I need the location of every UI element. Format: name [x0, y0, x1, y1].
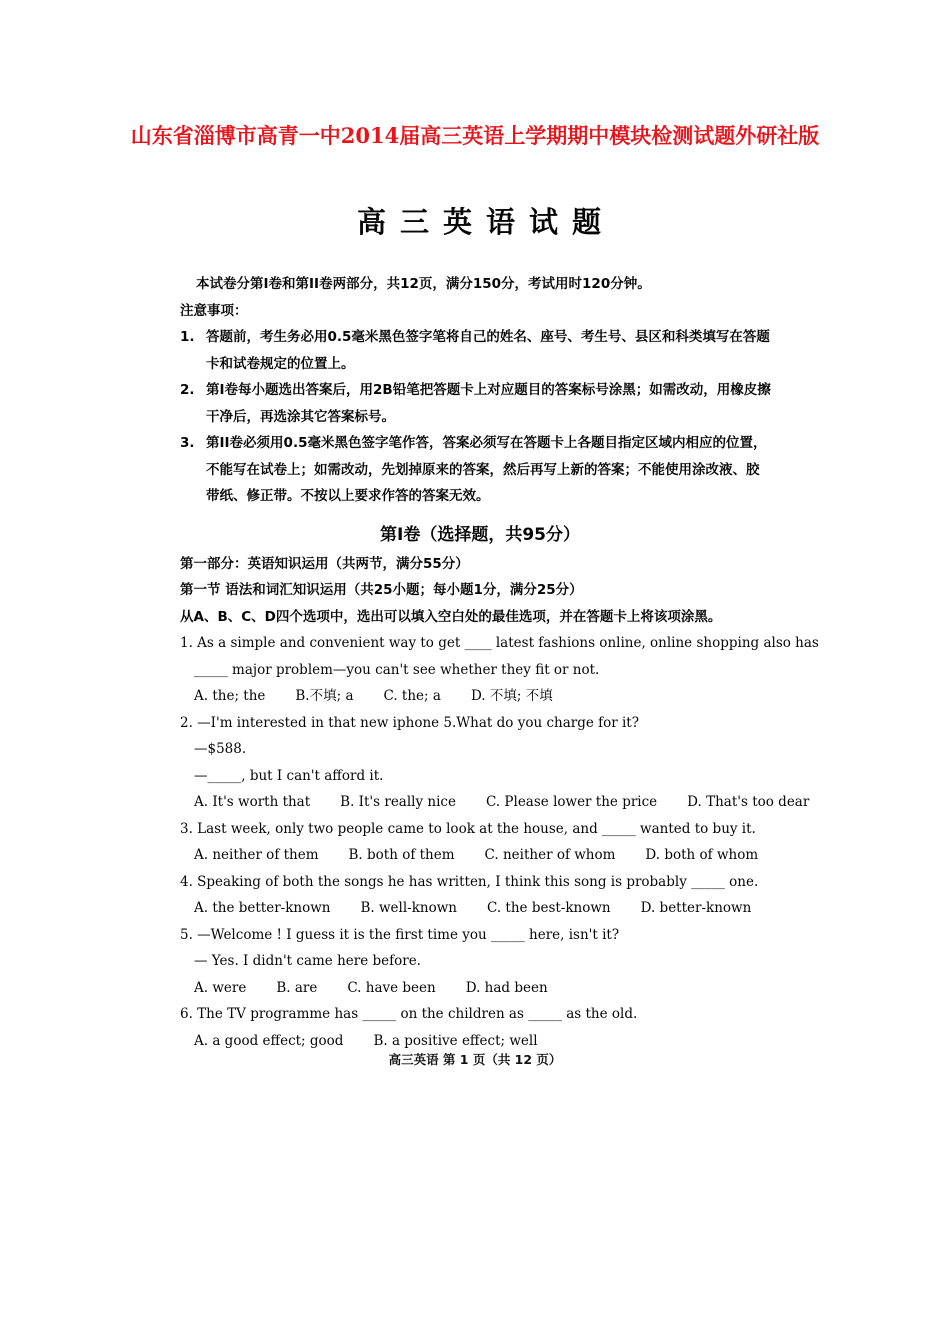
option-d: D. That's too dear — [687, 794, 810, 810]
question-5-options — [180, 975, 780, 1002]
question-1-text: 1. As a simple and convenient way to get ____ latest fashions online, online shopping also has — [180, 635, 819, 651]
question-4-text: 4. Speaking of both the songs he has written, I think this song is probably _____ one. — [180, 873, 759, 890]
option-a: A. the; the — [194, 688, 266, 704]
note-number: 2. — [180, 382, 195, 398]
note-text: 第I卷每小题选出答案后，用2B铅笔把答题卡上对应题目的答案标号涂黑；如需改动，用橡皮擦干净后，再选涂其它答案标号。 — [206, 382, 771, 425]
option-b: B. a positive effect; well — [373, 1032, 538, 1049]
option-b: B. It's really nice — [340, 794, 456, 810]
question-5-reply: — Yes. I didn't came here before. — [194, 953, 421, 969]
note-item — [180, 324, 780, 377]
note-number: 1. — [180, 329, 195, 345]
note-number: 3. — [180, 435, 195, 451]
option-d: D. better-known — [640, 900, 752, 916]
note-text: 答题前，考生务必用0.5毫米黑色签字笔将自己的姓名、座号、考生号、县区和科类填写在答题卡和试卷规定的位置上。 — [206, 329, 770, 372]
option-c: C. have been — [347, 979, 436, 996]
option-d: D. both of whom — [645, 847, 759, 863]
option-d: D. 不填; 不填 — [470, 688, 553, 704]
note-item — [180, 430, 780, 510]
note-item — [180, 377, 780, 430]
option-a: A. were — [194, 979, 247, 996]
option-c: C. the best-known — [486, 900, 611, 916]
note-text: 第II卷必须用0.5毫米黑色签字笔作答，答案必须写在答题卡上各题目指定区域内相应的位置，不能写在试卷上；如需改动，先划掉原来的答案，然后再写上新的答案；不能使用涂改液、胶带纸、修正带。不按以上要求作答的答案无效。 — [206, 435, 767, 504]
part-heading: 第一部分：英语知识运用（共两节，满分55分） — [180, 555, 469, 572]
section-heading: 第一节 语法和词汇知识运用（共25小题；每小题1分，满分25分） — [180, 582, 583, 598]
document-title: 山东省淄博市高青一中2014届高三英语上学期期中模块检测试题外研社版 — [130, 123, 820, 148]
exam-main-title: 高三英语试题 — [356, 205, 615, 239]
question-6-text: 6. The TV programme has _____ on the children as _____ as the old. — [180, 1006, 638, 1022]
question-2-text: 2. —I'm interested in that new iphone 5.What do you charge for it? — [180, 714, 639, 731]
question-3-options — [180, 842, 780, 869]
option-b: B. are — [276, 979, 318, 996]
question-1-options — [180, 683, 780, 710]
exam-intro: 本试卷分第I卷和第II卷两部分，共12页，满分150分，考试用时120分钟。 — [196, 276, 651, 292]
question-2-reply: —$588. — [194, 741, 247, 757]
option-b: B.不填; a — [295, 688, 354, 704]
option-b: B. well-known — [360, 900, 457, 916]
option-d: D. had been — [465, 979, 548, 996]
section-title: 第I卷（选择题，共95分） — [380, 524, 580, 545]
question-2-reply: —_____, but I can't afford it. — [194, 767, 384, 784]
option-a: A. neither of them — [194, 847, 319, 863]
option-a: A. the better-known — [194, 900, 331, 916]
option-c: C. neither of whom — [484, 847, 616, 863]
option-c: C. the; a — [383, 688, 441, 704]
option-c: C. Please lower the price — [485, 794, 658, 810]
page-footer: 高三英语 第 1 页（共 12 页） — [388, 1052, 562, 1067]
question-3-text: 3. Last week, only two people came to look at the house, and _____ wanted to buy it. — [180, 820, 756, 837]
question-2-options — [180, 789, 810, 816]
question-1-text-cont: _____ major problem—you can't see whether they fit or not. — [194, 661, 600, 678]
instruction-text: 从A、B、C、D四个选项中，选出可以填入空白处的最佳选项，并在答题卡上将该项涂黑。 — [180, 608, 722, 625]
option-a: A. a good effect; good — [194, 1032, 344, 1049]
option-b: B. both of them — [348, 847, 455, 863]
option-a: A. It's worth that — [194, 794, 311, 810]
notes-label: 注意事项： — [180, 302, 248, 319]
question-5-text: 5. —Welcome ! I guess it is the first time you _____ here, isn't it? — [180, 926, 620, 943]
question-4-options — [180, 895, 780, 922]
scanned-exam-page — [180, 190, 819, 1054]
